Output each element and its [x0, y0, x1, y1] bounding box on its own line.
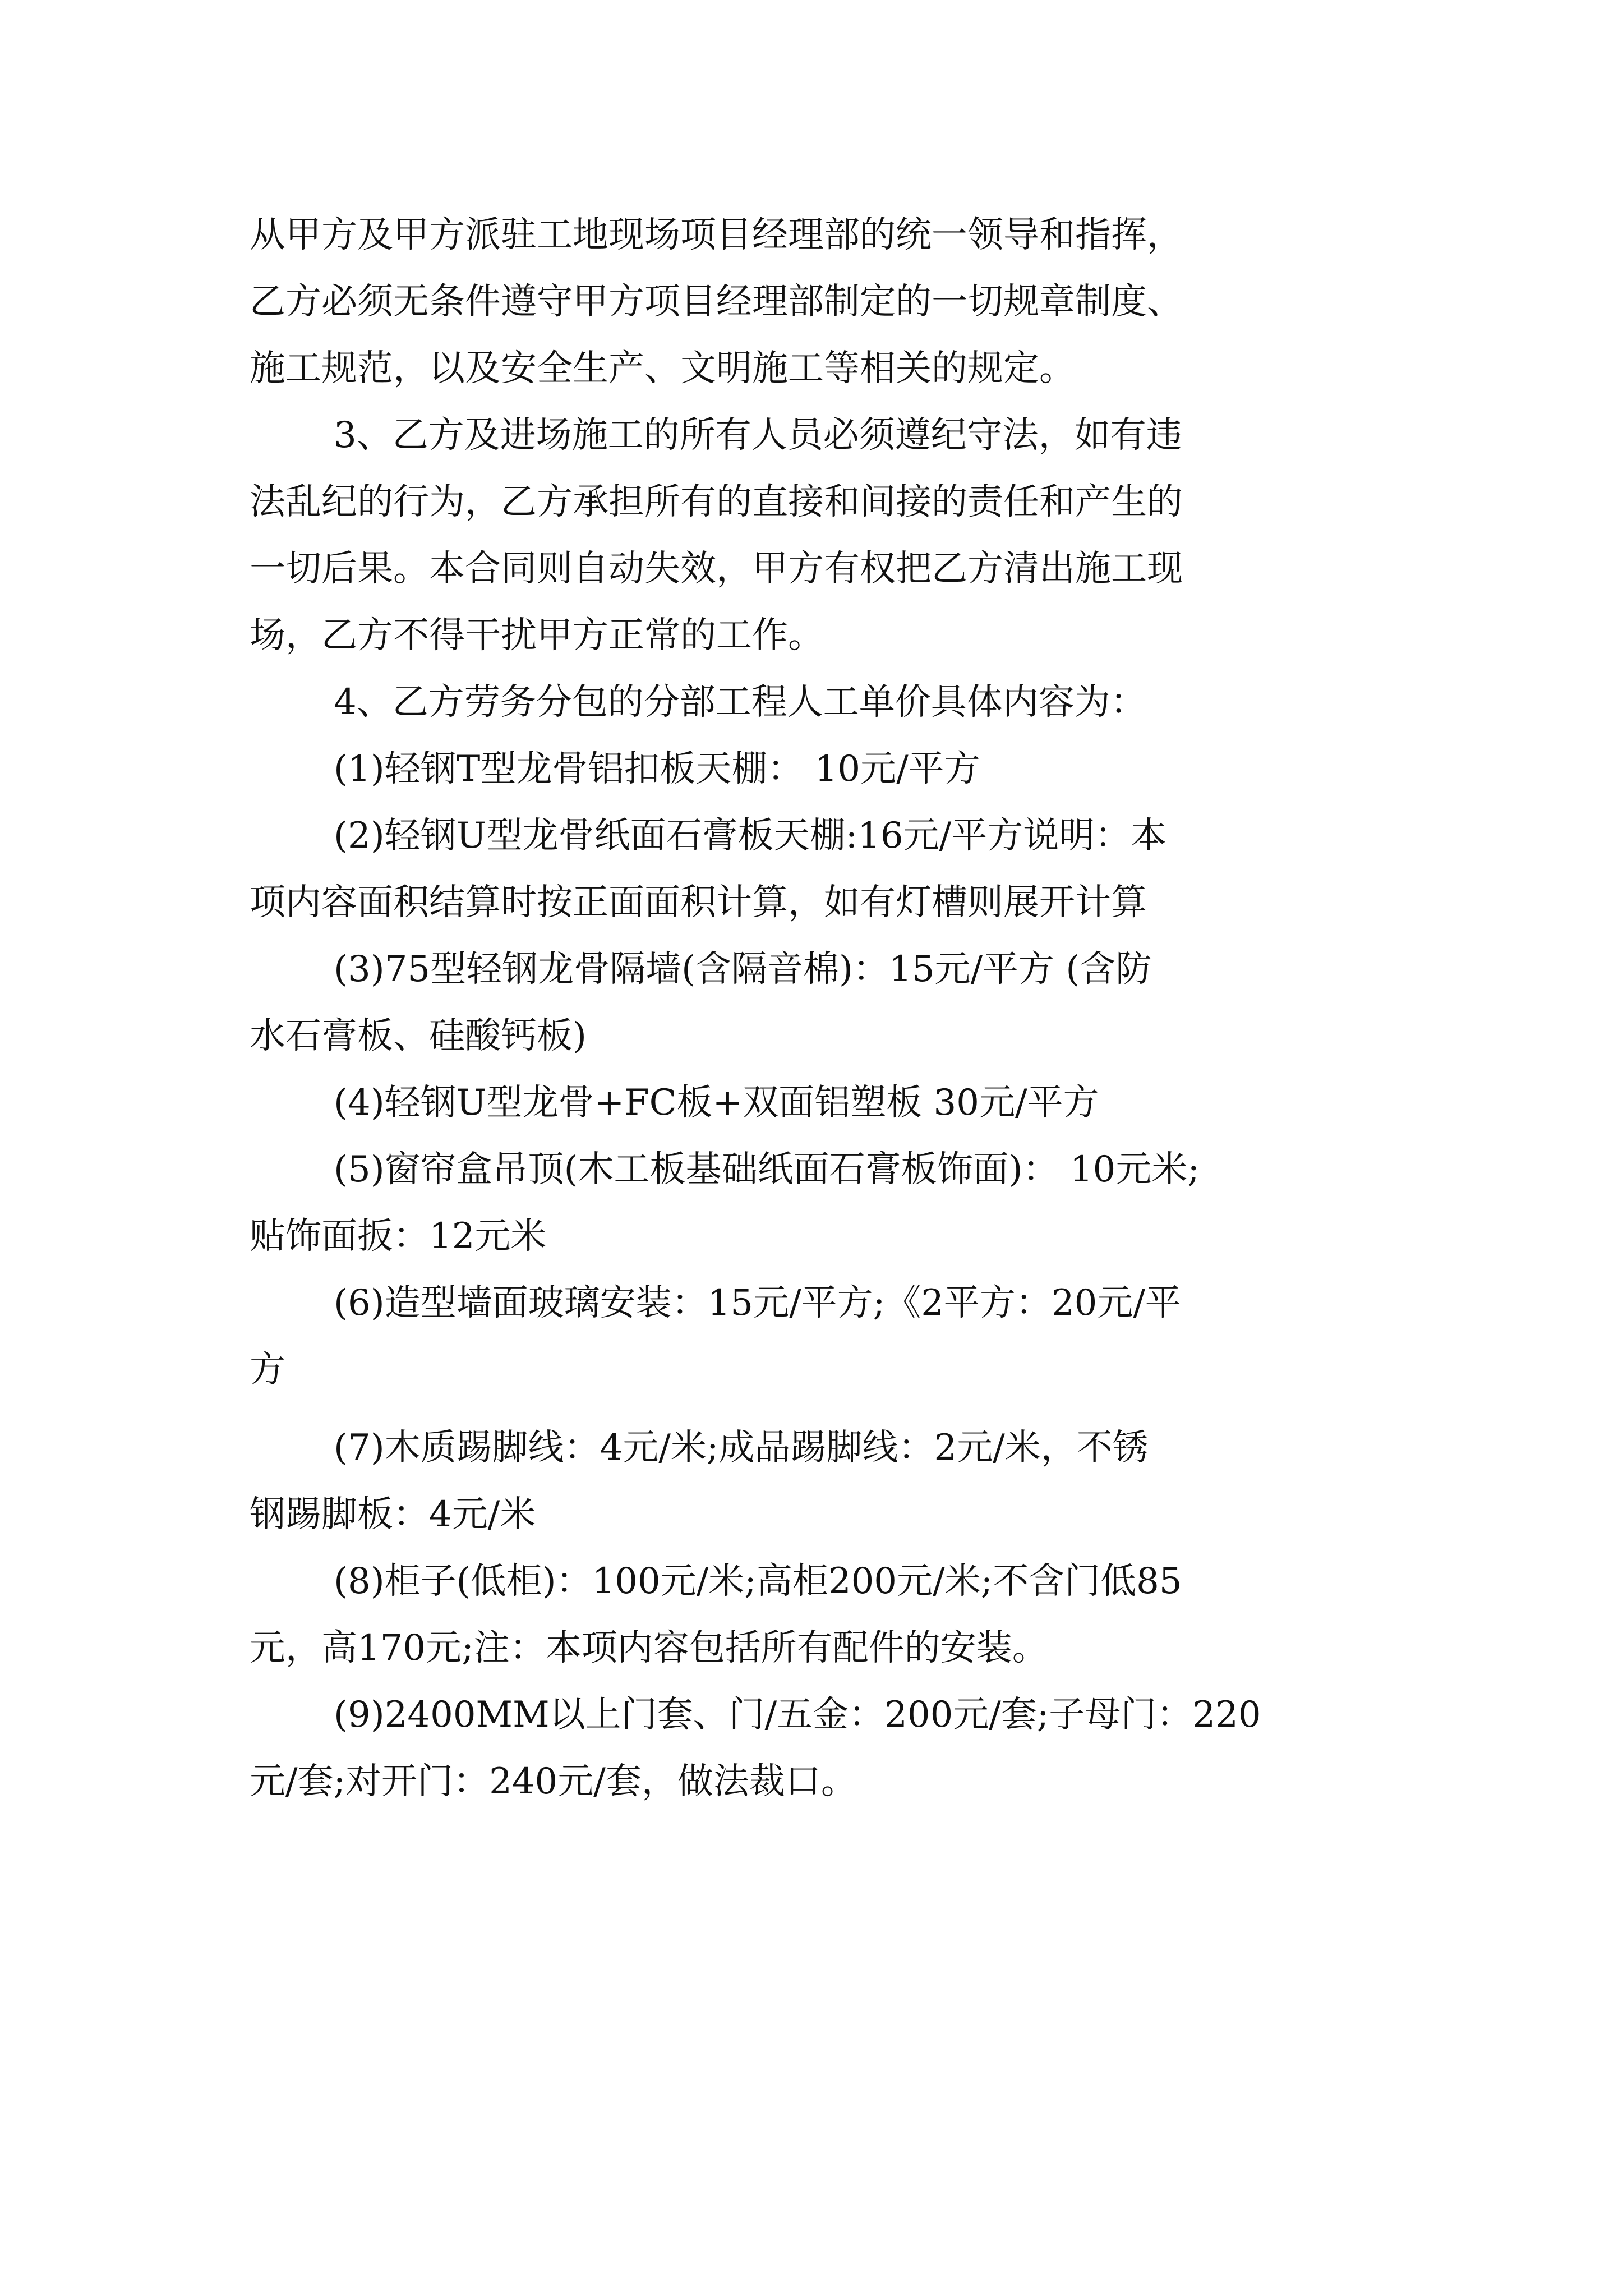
text-line: (7)木质踢脚线：4元/米;成品踢脚线：2元/米，不锈 — [334, 1427, 1149, 1469]
text-line: 3、乙方及进场施工的所有人员必须遵纪守法，如有违 — [334, 415, 1182, 456]
text-line: (1)轻钢T型龙骨铝扣板天棚： 10元/平方 — [334, 748, 980, 790]
price-item-8 — [250, 1548, 1377, 1682]
text-line: (9)2400MM以上门套、门/五金：200元/套;子母门：220 — [334, 1694, 1261, 1736]
price-item-6 — [250, 1270, 1377, 1404]
text-line: 从甲方及甲方派驻工地现场项目经理部的统一领导和指挥， — [250, 214, 1183, 256]
text-line: 场，乙方不得干扰甲方正常的工作。 — [250, 615, 824, 656]
price-item-1 — [250, 736, 1377, 803]
paragraph-clause-4 — [250, 669, 1377, 736]
text-line: 元/套;对开门：240元/套，做法裁口。 — [250, 1761, 857, 1802]
text-line: 元，高170元;注：本项内容包括所有配件的安装。 — [250, 1627, 1048, 1669]
price-item-5 — [250, 1137, 1377, 1270]
text-line: 施工规范，以及安全生产、文明施工等相关的规定。 — [250, 348, 1075, 389]
text-line: (5)窗帘盒吊顶(木工板基础纸面石膏板饰面)： 10元米; — [334, 1149, 1200, 1190]
price-item-7 — [250, 1415, 1377, 1548]
paragraph-continued-clause — [250, 202, 1377, 402]
text-line: 水石膏板、硅酸钙板) — [250, 1015, 587, 1057]
price-item-3 — [250, 936, 1377, 1070]
text-line: 项内容面积结算时按正面面积计算，如有灯槽则展开计算 — [250, 882, 1147, 923]
text-line: 4、乙方劳务分包的分部工程人工单价具体内容为： — [334, 682, 1146, 723]
text-line: (3)75型轻钢龙骨隔墙(含隔音棉)：15元/平方 (含防 — [334, 949, 1152, 990]
price-item-2 — [250, 803, 1377, 936]
text-line: (6)造型墙面玻璃安装：15元/平方;《2平方：20元/平 — [334, 1282, 1181, 1324]
text-line: (4)轻钢U型龙骨+FC板+双面铝塑板 30元/平方 — [334, 1082, 1099, 1124]
text-line: 方 — [250, 1349, 285, 1391]
text-line: (8)柜子(低柜)：100元/米;高柜200元/米;不含门低85 — [334, 1561, 1182, 1602]
text-line: 钢踢脚板：4元/米 — [250, 1494, 536, 1535]
text-line: 乙方必须无条件遵守甲方项目经理部制定的一切规章制度、 — [250, 281, 1183, 323]
price-item-9 — [250, 1682, 1377, 1815]
text-line: (2)轻钢U型龙骨纸面石膏板天棚:16元/平方说明：本 — [334, 815, 1167, 857]
price-item-4 — [250, 1070, 1377, 1137]
contract-body-text — [250, 202, 1377, 1815]
text-line: 一切后果。本合同则自动失效，甲方有权把乙方清出施工现 — [250, 548, 1183, 590]
paragraph-clause-3 — [250, 402, 1377, 669]
text-line: 法乱纪的行为，乙方承担所有的直接和间接的责任和产生的 — [250, 481, 1183, 523]
text-line: 贴饰面扳：12元米 — [250, 1216, 547, 1257]
